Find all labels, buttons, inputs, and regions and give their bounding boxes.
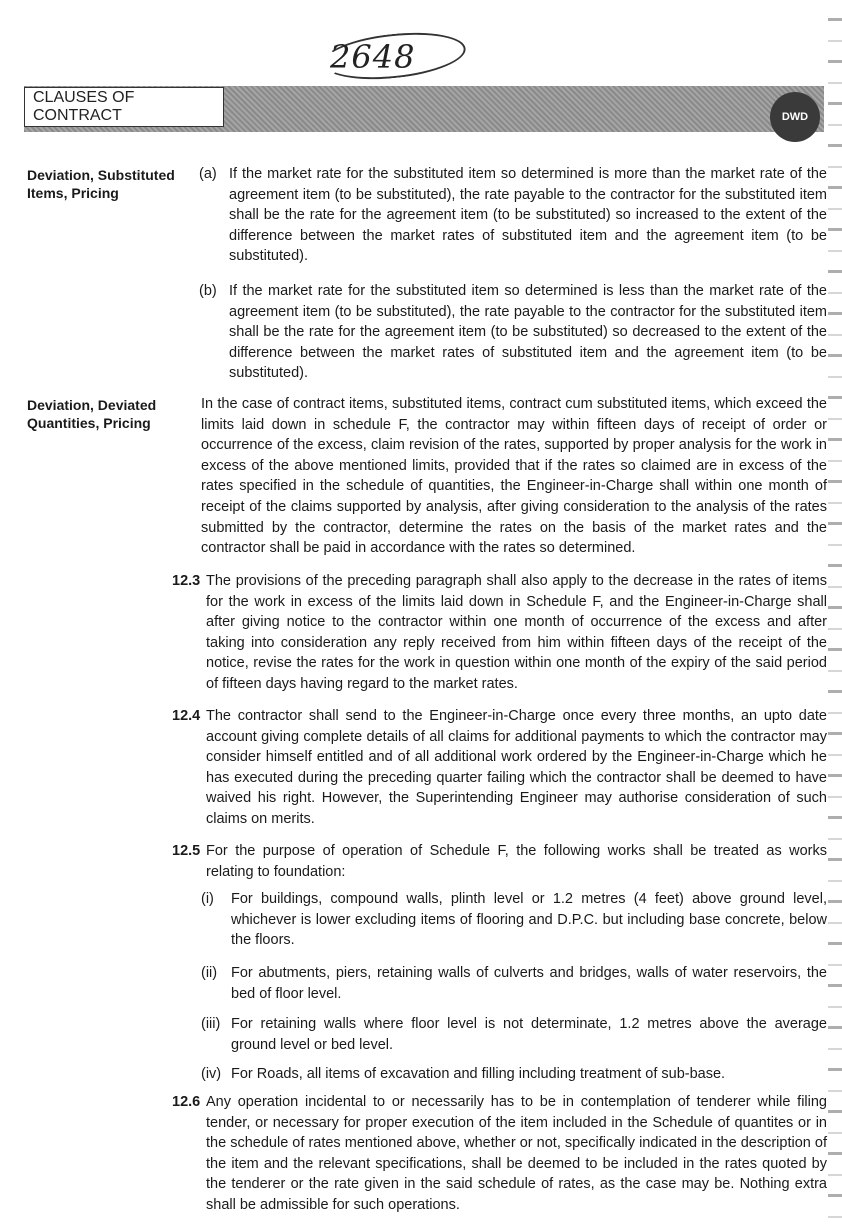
clause-b-label: (b): [199, 283, 217, 299]
scan-edge: [828, 0, 842, 1224]
clause-12-3-number: 12.3: [172, 573, 201, 589]
item-iv-text: For Roads, all items of excavation and filling including treatment of sub-base.: [231, 1066, 726, 1082]
handwritten-page-number: [322, 34, 472, 82]
clause-12-5: [172, 841, 827, 882]
clause-12-3-text: The provisions of the preceding paragraph shall also apply to the decrease in the rates of items for the work in excess of the limits laid down in Schedule F, and the Engineer-in-Charge shall after giving notice to the contractor within one month of occurrence of the excess and after taking into consideration any reply received from him within fifteen days of the receipt of the notice, revise the rates for the work in question within one month of the expiry of the said period of fifteen days having regard to the market rates.: [206, 573, 827, 692]
section-title: CLAUSES OF CONTRACT: [24, 87, 224, 127]
clause-a-label: (a): [199, 166, 217, 182]
cpwd-logo: DWD: [770, 92, 820, 142]
clause-12-5-item-iii: [201, 1014, 827, 1055]
clause-12-6: [172, 1092, 827, 1216]
margin-note-deviated: Deviation, Deviated Quantities, Pricing: [27, 397, 157, 431]
item-iii-text: For retaining walls where floor level is not determinate, 1.2 metres above the average ground level or bed level.: [231, 1016, 827, 1053]
item-ii-label: (ii): [201, 965, 218, 981]
deviated-quantities-paragraph: In the case of contract items, substituted items, contract cum substituted items, which exceed the limits laid down in schedule F, the contractor may within fifteen days of receipt of order or occurrence of the excess, claim revision of the rates, supported by proper analysis for the work in excess of the above mentioned limits, provided that if the rates so claimed are in excess of the rates specified in the schedule of quantities, the Engineer-in-Charge shall within one month of receipt of the claims supported by analysis, after giving consideration to the analysis of the rates submitted by the contractor, determine the rates on the basis of the market rates and the contractor shall be paid in accordance with the rates so determined.: [201, 396, 827, 557]
clause-12-3: [172, 571, 827, 695]
clause-12-6-text: Any operation incidental to or necessarily has to be in contemplation of tenderer while filing tender, or necessary for proper execution of the item included in the Schedule of quantites or in the schedule of rates mentioned above, whether or not, specifically indicated in the description of the item and the relevant specifications, shall be deemed to be included in the rates quoted by the tenderer or the rate given in the said schedule of rates, as the case may be. Nothing extra shall be admissible for such operations.: [206, 1094, 827, 1213]
item-ii-text: For abutments, piers, retaining walls of culverts and bridges, walls of water reservoirs, the bed of floor level.: [231, 965, 827, 1002]
clause-12-5-number: 12.5: [172, 843, 201, 859]
clause-b-text: If the market rate for the substituted item so determined is less than the market rate of the agreement item (to be substituted), the rate payable to the contractor for the substituted item shall be the rate for the agreement item (to be substituted) so decreased to the extent of the difference between the market rates of substituted item and the agreement item (to be substituted).: [229, 283, 827, 382]
clause-12-4: [172, 706, 827, 830]
item-i-text: For buildings, compound walls, plinth level or 1.2 metres (4 feet) above ground level, whichever is lower excluding items of flooring and D.P.C. but including base concrete, below the floors.: [231, 891, 827, 949]
item-i-label: (i): [201, 891, 214, 907]
clause-12-4-text: The contractor shall send to the Engineer-in-Charge once every three months, an upto date account giving complete details of all claims for additional payments to which the contractor may consider himself entitled and of all additional work ordered by the Engineer-in-Charge which he has executed during the preceding quarter failing which the contractor shall be deemed to have waived his right. However, the Superintending Engineer may authorise consideration of such claims on merits.: [206, 708, 827, 827]
clause-a: [199, 164, 827, 267]
clause-a-text: If the market rate for the substituted item so determined is more than the market rate of the agreement item (to be substituted), the rate payable to the contractor for the substituted item shall be the rate for the agreement item (to be substituted) so increased to the extent of the difference between the market rates of substituted item and the agreement item (to be substituted).: [229, 166, 827, 265]
clause-12-5-item-ii: [201, 963, 827, 1004]
item-iii-label: (iii): [201, 1016, 221, 1032]
item-iv-label: (iv): [201, 1066, 222, 1082]
clause-12-6-number: 12.6: [172, 1094, 201, 1110]
clause-12-5-text: For the purpose of operation of Schedule F, the following works shall be treated as works relating to foundation:: [206, 843, 827, 880]
clause-12-5-item-i: [201, 889, 827, 951]
clause-12-5-item-iv: [201, 1064, 827, 1085]
handwritten-number: 2648: [330, 38, 416, 76]
clause-b: [199, 281, 827, 384]
margin-note-substituted: Deviation, Substituted Items, Pricing: [27, 167, 175, 201]
clause-12-4-number: 12.4: [172, 708, 201, 724]
